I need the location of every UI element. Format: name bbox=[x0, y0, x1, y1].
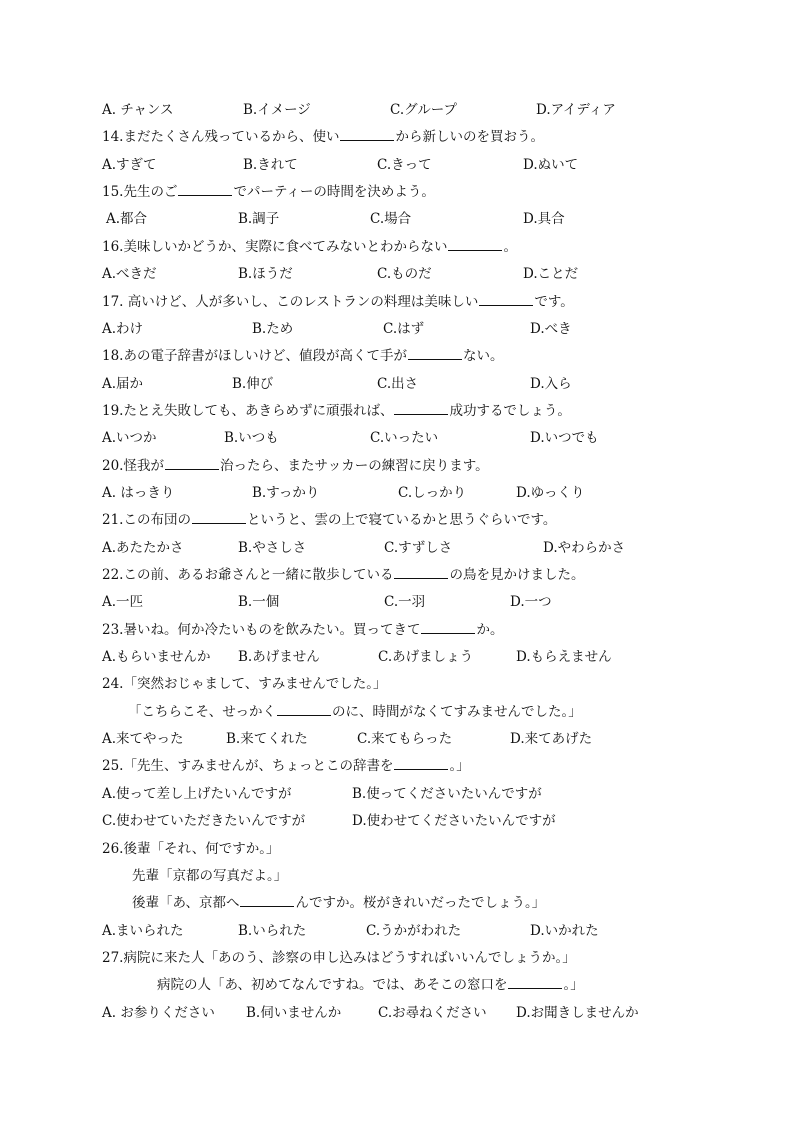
answer-option: B.伺いませんか bbox=[246, 1004, 342, 1021]
answer-options-row bbox=[0, 783, 794, 805]
answer-option: B.イメージ bbox=[243, 102, 311, 118]
answer-options-row bbox=[0, 591, 794, 613]
answer-option: D.やわらかさ bbox=[543, 539, 626, 556]
answer-option: A.もらいませんか bbox=[102, 649, 211, 665]
answer-option: A.あたたかさ bbox=[102, 539, 184, 556]
question-prefix: 24.「突然おじゃまして、すみませんでした。」 bbox=[102, 676, 387, 693]
question-suffix: 治ったら、またサッカーの練習に戻ります。 bbox=[219, 457, 489, 474]
answer-option: C.グループ bbox=[390, 102, 458, 118]
answer-option: C.あげましょう bbox=[378, 649, 474, 665]
question-prefix: 22.この前、あるお爺さんと一緒に散歩している bbox=[102, 567, 394, 583]
question-text bbox=[102, 947, 576, 969]
question-line bbox=[0, 947, 794, 969]
question-line bbox=[0, 673, 794, 695]
question-text bbox=[102, 619, 503, 641]
answer-options-row bbox=[0, 1002, 794, 1024]
answer-option: D.もらえません bbox=[516, 649, 612, 665]
answer-option: B.すっかり bbox=[252, 484, 320, 501]
question-text bbox=[102, 455, 489, 477]
question-line bbox=[0, 865, 794, 887]
answer-option: D.ことだ bbox=[523, 266, 579, 283]
question-prefix: 「こちらこそ、せっかく bbox=[128, 703, 276, 720]
answer-option: A.届か bbox=[102, 375, 144, 392]
answer-option: C.はず bbox=[383, 320, 425, 337]
answer-option: A.都合 bbox=[106, 211, 148, 228]
answer-blank bbox=[508, 974, 562, 989]
answer-option: B.使ってくださいたいんですが bbox=[352, 785, 542, 802]
question-line bbox=[0, 838, 794, 860]
question-text bbox=[132, 865, 287, 887]
question-prefix: 26.後輩「それ、何ですか。」 bbox=[102, 840, 280, 857]
question-text bbox=[102, 181, 435, 203]
answer-blank bbox=[340, 126, 394, 141]
question-prefix: 27.病院に来た人「あのう、診察の申し込みはどうすればいいんでしょうか。」 bbox=[102, 949, 576, 966]
answer-option: D.一つ bbox=[510, 594, 552, 611]
answer-options-row bbox=[0, 728, 794, 750]
question-text bbox=[157, 974, 584, 996]
question-suffix: から新しいのを買おう。 bbox=[395, 129, 544, 146]
answer-option: C.お尋ねください bbox=[378, 1004, 487, 1021]
question-suffix: というと、雲の上で寝ているかと思うぐらいです。 bbox=[246, 512, 557, 529]
answer-option: C.すずしさ bbox=[384, 539, 453, 556]
answer-option: A.すぎて bbox=[102, 156, 157, 173]
answer-option: C.ものだ bbox=[377, 266, 432, 283]
answer-options-row bbox=[0, 810, 794, 832]
answer-options-row bbox=[0, 208, 794, 230]
question-prefix: 23.暑いね。何か冷たいものを飲みたい。買ってきて bbox=[102, 621, 421, 638]
answer-options-row bbox=[0, 920, 794, 942]
question-prefix: 17. 高いけど、人が多いし、このレストランの料理は美味しい bbox=[102, 293, 479, 310]
answer-option: D.ゆっくり bbox=[516, 484, 585, 501]
answer-blank bbox=[479, 291, 533, 306]
question-suffix: 。」 bbox=[449, 758, 470, 775]
answer-option: D.具合 bbox=[523, 211, 565, 228]
answer-option: C.使わせていただきたいんですが bbox=[102, 813, 306, 830]
answer-option: A. チャンス bbox=[102, 102, 174, 118]
answer-blank bbox=[240, 892, 294, 907]
question-text bbox=[102, 509, 556, 531]
question-line bbox=[0, 126, 794, 148]
answer-option: A.いつか bbox=[102, 430, 157, 447]
question-prefix: 先輩「京都の写真だよ。」 bbox=[132, 867, 288, 884]
answer-blank bbox=[277, 701, 331, 716]
answer-options-row bbox=[0, 537, 794, 559]
question-suffix: 。」 bbox=[563, 977, 584, 994]
question-suffix: ない。 bbox=[462, 348, 504, 365]
question-suffix: です。 bbox=[534, 293, 574, 310]
question-suffix: 。 bbox=[503, 238, 517, 255]
question-prefix: 19.たとえ失敗しても、あきらめずに頑張れば、 bbox=[102, 402, 394, 419]
answer-option: C.いったい bbox=[370, 430, 439, 447]
answer-options-row bbox=[0, 99, 794, 121]
answer-option: B.ほうだ bbox=[238, 266, 293, 283]
question-prefix: 後輩「あ、京都へ bbox=[132, 895, 240, 912]
question-prefix: 21.この布団の bbox=[102, 512, 191, 529]
question-suffix: の鳥を見かけました。 bbox=[449, 567, 585, 583]
answer-option: B.伸び bbox=[232, 375, 274, 392]
answer-blank bbox=[448, 236, 502, 251]
answer-options-row bbox=[0, 373, 794, 395]
answer-option: A.べきだ bbox=[102, 266, 157, 283]
question-line bbox=[0, 974, 794, 996]
answer-option: C.出さ bbox=[377, 375, 419, 392]
answer-option: C.場合 bbox=[370, 211, 412, 228]
question-suffix: か。 bbox=[476, 621, 504, 638]
question-prefix: 病院の人「あ、初めてなんですね。では、あそこの窓口を bbox=[157, 977, 508, 994]
question-prefix: 18.あの電子辞書がほしいけど、値段が高くて手が bbox=[102, 348, 407, 365]
question-text bbox=[102, 564, 584, 586]
answer-blank bbox=[408, 345, 462, 360]
question-prefix: 20.怪我が bbox=[102, 457, 164, 474]
answer-option: C.しっかり bbox=[398, 484, 467, 501]
question-suffix: のに、時間がなくてすみませんでした。」 bbox=[331, 703, 582, 720]
question-text bbox=[128, 701, 582, 723]
question-text bbox=[102, 345, 503, 367]
answer-options-row bbox=[0, 263, 794, 285]
question-line bbox=[0, 619, 794, 641]
question-line bbox=[0, 291, 794, 313]
question-line bbox=[0, 455, 794, 477]
answer-option: D.べき bbox=[530, 320, 572, 337]
question-line bbox=[0, 400, 794, 422]
question-line bbox=[0, 345, 794, 367]
answer-options-row bbox=[0, 427, 794, 449]
question-line bbox=[0, 181, 794, 203]
answer-blank bbox=[165, 455, 219, 470]
answer-blank bbox=[394, 400, 448, 415]
answer-option: B.一個 bbox=[238, 594, 280, 611]
question-line bbox=[0, 701, 794, 723]
question-text bbox=[102, 236, 517, 258]
answer-option: A.一匹 bbox=[102, 594, 144, 611]
answer-option: D.お聞きしませんか bbox=[516, 1004, 639, 1021]
question-prefix: 16.美味しいかどうか、実際に食べてみないとわからない bbox=[102, 238, 448, 255]
answer-option: A.まいられた bbox=[102, 922, 184, 939]
answer-option: D.アイディア bbox=[536, 102, 616, 118]
answer-option: A.使って差し上げたいんですが bbox=[102, 785, 292, 802]
answer-blank bbox=[192, 509, 246, 524]
answer-option: C.きって bbox=[377, 156, 432, 173]
answer-option: C.うかがわれた bbox=[366, 922, 462, 939]
answer-option: B.来てくれた bbox=[226, 731, 308, 748]
answer-option: C.一羽 bbox=[384, 594, 426, 611]
question-suffix: でパーティーの時間を決めよう。 bbox=[233, 184, 435, 201]
answer-option: D.来てあげた bbox=[510, 731, 593, 748]
answer-blank bbox=[394, 755, 448, 770]
answer-option: B.ため bbox=[252, 320, 294, 337]
question-text bbox=[102, 400, 571, 422]
question-text bbox=[102, 673, 386, 695]
answer-option: B.調子 bbox=[238, 211, 280, 228]
answer-options-row bbox=[0, 154, 794, 176]
question-text bbox=[102, 755, 470, 777]
answer-option: D.使わせてくださいたいんですが bbox=[352, 813, 556, 830]
answer-option: B.あげません bbox=[238, 649, 320, 665]
answer-options-row bbox=[0, 482, 794, 504]
answer-option: A. お参りください bbox=[102, 1004, 215, 1021]
answer-option: B.きれて bbox=[243, 156, 298, 173]
answer-option: C.来てもらった bbox=[357, 731, 453, 748]
answer-option: A. はっきり bbox=[102, 484, 175, 501]
answer-option: B.やさしさ bbox=[238, 539, 307, 556]
answer-option: D.入ら bbox=[530, 375, 572, 392]
question-prefix: 14.まだたくさん残っているから、使い bbox=[102, 129, 340, 146]
question-text bbox=[132, 892, 545, 914]
question-line bbox=[0, 509, 794, 531]
answer-option: B.いつも bbox=[224, 430, 279, 447]
answer-option: B.いられた bbox=[238, 922, 307, 939]
question-line bbox=[0, 564, 794, 586]
question-text bbox=[102, 838, 280, 860]
question-suffix: 成功するでしょう。 bbox=[449, 402, 571, 419]
question-text bbox=[102, 291, 574, 313]
answer-option: A.来てやった bbox=[102, 731, 184, 748]
question-prefix: 15.先生のご bbox=[102, 184, 178, 201]
answer-options-row bbox=[0, 646, 794, 668]
question-prefix: 25.「先生、すみませんが、ちょっとこの辞書を bbox=[102, 758, 394, 775]
question-line bbox=[0, 755, 794, 777]
answer-blank bbox=[394, 564, 448, 579]
answer-option: D.いつでも bbox=[530, 430, 599, 447]
answer-blank bbox=[421, 619, 475, 634]
question-line bbox=[0, 892, 794, 914]
question-line bbox=[0, 236, 794, 258]
answer-options-row bbox=[0, 318, 794, 340]
question-suffix: んですか。桜がきれいだったでしょう。」 bbox=[295, 895, 546, 912]
answer-option: D.いかれた bbox=[530, 922, 599, 939]
answer-option: A.わけ bbox=[102, 320, 144, 337]
question-text bbox=[102, 126, 544, 148]
answer-option: D.ぬいて bbox=[523, 156, 579, 173]
answer-blank bbox=[178, 181, 232, 196]
